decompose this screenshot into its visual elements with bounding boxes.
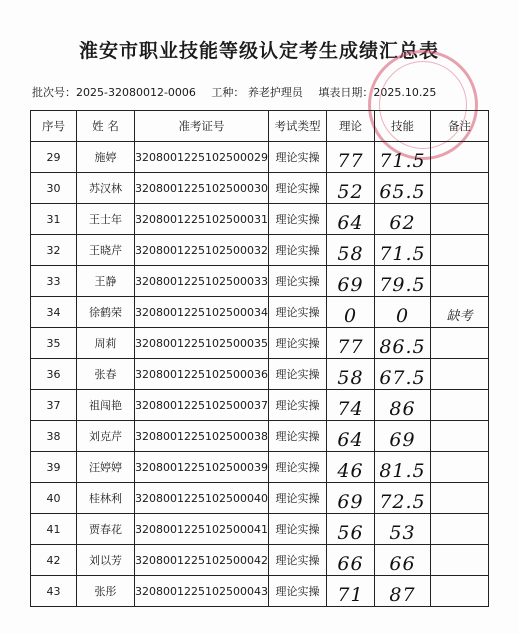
handwritten-score: 71: [337, 584, 364, 606]
cell-skill-score: [375, 514, 431, 545]
cell-exam-type: 理论实操: [269, 483, 327, 514]
handwritten-score: 81.5: [379, 460, 426, 482]
cell-note: [431, 204, 489, 235]
header-type: 考试类型: [269, 111, 327, 142]
cell-no: 41: [31, 514, 77, 545]
handwritten-score: 52: [337, 181, 364, 203]
cell-theory-score: [327, 545, 375, 576]
cell-exam-id: 3208001225102500040: [135, 483, 269, 514]
handwritten-score: 58: [337, 243, 364, 265]
cell-no: 40: [31, 483, 77, 514]
cell-theory-score: [327, 204, 375, 235]
cell-exam-id: 3208001225102500029: [135, 142, 269, 173]
table-row: [31, 297, 489, 328]
cell-exam-id: 3208001225102500036: [135, 359, 269, 390]
header-no: 序号: [31, 111, 77, 142]
handwritten-score: 46: [337, 460, 364, 482]
cell-name: 徐鹤荣: [77, 297, 135, 328]
cell-exam-type: 理论实操: [269, 421, 327, 452]
cell-no: 32: [31, 235, 77, 266]
table-row: [31, 514, 489, 545]
cell-no: 38: [31, 421, 77, 452]
cell-skill-score: [375, 173, 431, 204]
handwritten-score: 0: [343, 305, 358, 327]
header-id: 准考证号: [135, 111, 269, 142]
table-row: [31, 359, 489, 390]
cell-skill-score: [375, 390, 431, 421]
cell-note: [431, 514, 489, 545]
cell-name: 王晓芹: [77, 235, 135, 266]
cell-theory-score: [327, 173, 375, 204]
cell-exam-id: 3208001225102500038: [135, 421, 269, 452]
cell-note: [431, 483, 489, 514]
handwritten-score: 56: [337, 522, 364, 544]
cell-name: 贾春花: [77, 514, 135, 545]
cell-exam-type: 理论实操: [269, 173, 327, 204]
cell-theory-score: [327, 390, 375, 421]
header-note: 备注: [431, 111, 489, 142]
cell-note: [431, 421, 489, 452]
cell-note: [431, 235, 489, 266]
cell-exam-type: 理论实操: [269, 514, 327, 545]
cell-skill-score: [375, 328, 431, 359]
cell-skill-score: [375, 483, 431, 514]
table-row: [31, 142, 489, 173]
handwritten-score: 0: [395, 305, 410, 327]
handwritten-score: 74: [337, 398, 364, 420]
cell-name: 苏汉林: [77, 173, 135, 204]
cell-no: 33: [31, 266, 77, 297]
handwritten-score: 72.5: [379, 491, 426, 513]
handwritten-score: 69: [389, 429, 416, 451]
cell-no: 31: [31, 204, 77, 235]
table-row: [31, 390, 489, 421]
handwritten-score: 79.5: [379, 274, 426, 296]
cell-skill-score: [375, 545, 431, 576]
cell-note: [431, 173, 489, 204]
cell-no: 35: [31, 328, 77, 359]
cell-note: [431, 328, 489, 359]
cell-exam-id: 3208001225102500035: [135, 328, 269, 359]
header-theory: 理论: [327, 111, 375, 142]
header-name: 姓 名: [77, 111, 135, 142]
handwritten-score: 86: [389, 398, 416, 420]
handwritten-score: 71.5: [379, 243, 426, 265]
table-row: [31, 235, 489, 266]
cell-name: 施婷: [77, 142, 135, 173]
table-row: [31, 204, 489, 235]
cell-name: 汪婷婷: [77, 452, 135, 483]
cell-theory-score: [327, 266, 375, 297]
cell-exam-type: 理论实操: [269, 235, 327, 266]
cell-note: [431, 576, 489, 607]
cell-exam-id: 3208001225102500042: [135, 545, 269, 576]
cell-no: 39: [31, 452, 77, 483]
cell-note: [431, 390, 489, 421]
cell-exam-type: 理论实操: [269, 266, 327, 297]
cell-skill-score: [375, 421, 431, 452]
cell-no: 36: [31, 359, 77, 390]
handwritten-score: 77: [337, 336, 364, 358]
header-skill: 技能: [375, 111, 431, 142]
handwritten-score: 87: [389, 584, 416, 606]
table-header-row: [31, 111, 489, 142]
cell-theory-score: [327, 142, 375, 173]
cell-name: 张彤: [77, 576, 135, 607]
handwritten-score: 69: [337, 491, 364, 513]
cell-theory-score: [327, 483, 375, 514]
handwritten-note: 缺考: [446, 308, 473, 324]
cell-theory-score: [327, 576, 375, 607]
cell-skill-score: [375, 452, 431, 483]
handwritten-score: 77: [337, 150, 364, 172]
cell-exam-type: 理论实操: [269, 359, 327, 390]
handwritten-score: 58: [337, 367, 364, 389]
handwritten-score: 66: [389, 553, 416, 575]
cell-skill-score: [375, 359, 431, 390]
handwritten-score: 65.5: [379, 181, 426, 203]
handwritten-score: 62: [389, 212, 416, 234]
cell-theory-score: [327, 235, 375, 266]
cell-exam-type: 理论实操: [269, 576, 327, 607]
table-row: [31, 266, 489, 297]
cell-note: [431, 359, 489, 390]
cell-exam-id: 3208001225102500032: [135, 235, 269, 266]
cell-exam-type: 理论实操: [269, 390, 327, 421]
cell-no: 42: [31, 545, 77, 576]
cell-exam-type: 理论实操: [269, 545, 327, 576]
cell-theory-score: [327, 452, 375, 483]
cell-theory-score: [327, 328, 375, 359]
score-table: [30, 110, 489, 607]
table-body: [31, 142, 489, 607]
cell-skill-score: [375, 204, 431, 235]
cell-skill-score: [375, 142, 431, 173]
table-row: [31, 173, 489, 204]
cell-name: 周莉: [77, 328, 135, 359]
cell-name: 张春: [77, 359, 135, 390]
cell-no: 43: [31, 576, 77, 607]
cell-name: 祖闯艳: [77, 390, 135, 421]
cell-name: 王静: [77, 266, 135, 297]
job-type: 工种： 养老护理员: [211, 86, 303, 99]
cell-exam-id: 3208001225102500034: [135, 297, 269, 328]
cell-note: [431, 452, 489, 483]
table-row: [31, 328, 489, 359]
handwritten-score: 66: [337, 553, 364, 575]
cell-name: 刘以芳: [77, 545, 135, 576]
cell-name: 刘克芹: [77, 421, 135, 452]
cell-exam-id: 3208001225102500041: [135, 514, 269, 545]
cell-no: 29: [31, 142, 77, 173]
table-row: [31, 545, 489, 576]
meta-line: [32, 84, 448, 100]
cell-note: [431, 142, 489, 173]
cell-exam-type: 理论实操: [269, 142, 327, 173]
table-row: [31, 576, 489, 607]
cell-exam-id: 3208001225102500030: [135, 173, 269, 204]
fill-date: 填表日期：2025.10.25: [318, 86, 437, 99]
cell-exam-id: 3208001225102500031: [135, 204, 269, 235]
cell-exam-type: 理论实操: [269, 204, 327, 235]
cell-exam-id: 3208001225102500039: [135, 452, 269, 483]
cell-name: 桂林利: [77, 483, 135, 514]
cell-exam-type: 理论实操: [269, 452, 327, 483]
table-row: [31, 452, 489, 483]
batch-number: 批次号：2025-32080012-0006: [32, 86, 196, 99]
cell-no: 37: [31, 390, 77, 421]
handwritten-score: 64: [337, 429, 364, 451]
handwritten-score: 53: [389, 522, 416, 544]
handwritten-score: 86.5: [379, 336, 426, 358]
cell-note: [431, 266, 489, 297]
cell-exam-type: 理论实操: [269, 297, 327, 328]
cell-theory-score: [327, 514, 375, 545]
cell-theory-score: [327, 359, 375, 390]
cell-no: 34: [31, 297, 77, 328]
cell-note: [431, 545, 489, 576]
cell-skill-score: [375, 297, 431, 328]
cell-exam-id: 3208001225102500033: [135, 266, 269, 297]
table-row: [31, 421, 489, 452]
handwritten-score: 71.5: [379, 150, 426, 172]
cell-exam-id: 3208001225102500043: [135, 576, 269, 607]
cell-skill-score: [375, 576, 431, 607]
cell-exam-id: 3208001225102500037: [135, 390, 269, 421]
cell-exam-type: 理论实操: [269, 328, 327, 359]
handwritten-score: 64: [337, 212, 364, 234]
cell-theory-score: [327, 297, 375, 328]
page-title: 淮安市职业技能等级认定考生成绩汇总表: [78, 40, 439, 62]
cell-name: 王士年: [77, 204, 135, 235]
cell-no: 30: [31, 173, 77, 204]
handwritten-score: 69: [337, 274, 364, 296]
cell-note: [431, 297, 489, 328]
cell-skill-score: [375, 235, 431, 266]
cell-theory-score: [327, 421, 375, 452]
cell-skill-score: [375, 266, 431, 297]
handwritten-score: 67.5: [379, 367, 426, 389]
table-row: [31, 483, 489, 514]
